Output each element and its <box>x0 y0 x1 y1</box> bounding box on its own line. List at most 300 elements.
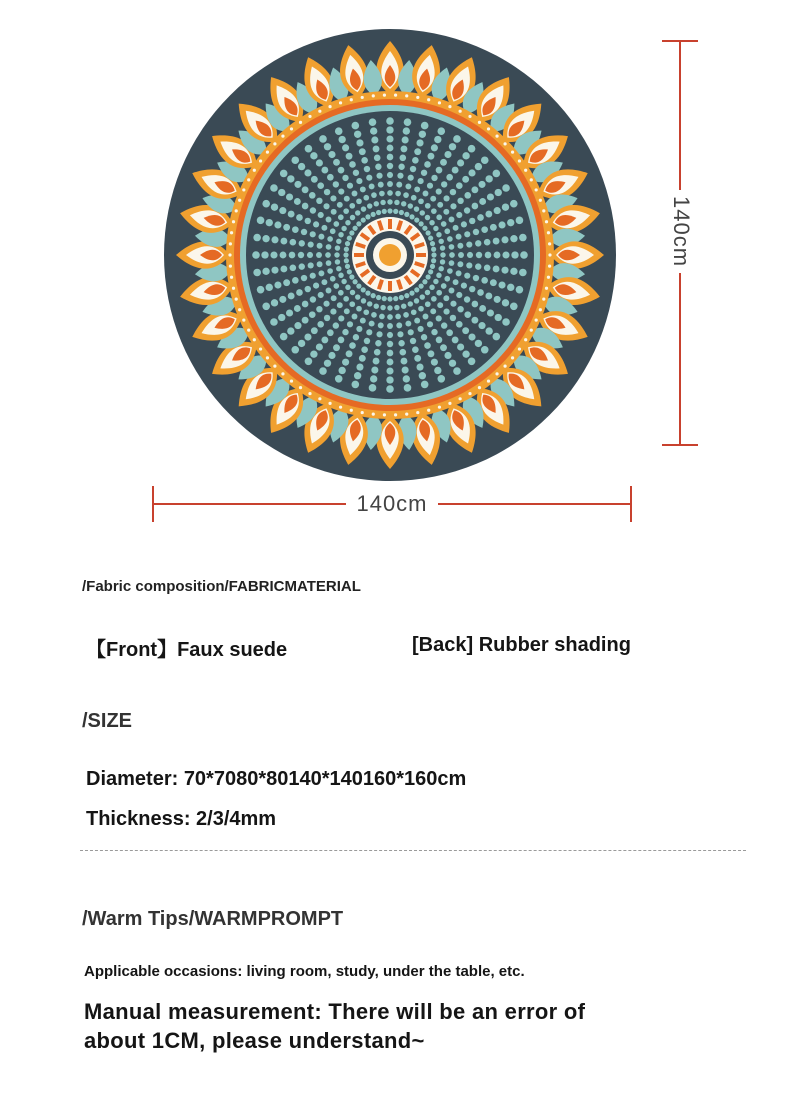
ray-bead <box>349 161 356 168</box>
ray-bead <box>342 359 349 366</box>
round-rug-image <box>160 25 620 485</box>
ray-bead <box>457 343 464 350</box>
ray-bead <box>375 164 381 170</box>
ray-bead <box>430 196 436 202</box>
ray-bead <box>346 153 353 160</box>
ray-bead <box>453 135 461 143</box>
ray-bead <box>279 296 286 303</box>
band-dot <box>545 287 548 290</box>
width-dimension-label: 140cm <box>346 491 437 516</box>
ray-bead <box>356 198 362 204</box>
ray-bead <box>476 252 482 258</box>
band-dot <box>273 142 276 145</box>
fabric-back: [Back] Rubber shading <box>412 634 631 656</box>
ray-bead <box>310 273 316 279</box>
ray-bead <box>414 298 419 303</box>
ray-bead <box>471 186 478 193</box>
band-dot <box>503 142 506 145</box>
ray-bead <box>464 192 471 199</box>
ray-bead <box>343 296 349 302</box>
ray-bead <box>359 355 366 362</box>
ray-bead <box>481 346 489 354</box>
ray-bead <box>428 153 435 160</box>
ray-bead <box>453 225 459 231</box>
band-dot <box>308 392 311 395</box>
ray-bead <box>449 217 455 223</box>
ray-bead <box>316 252 322 258</box>
ray-bead <box>319 367 327 375</box>
ray-bead <box>387 199 392 204</box>
ray-bead <box>327 174 334 181</box>
ray-bead <box>345 241 350 246</box>
ray-bead <box>387 332 393 338</box>
size-thickness: Thickness: 2/3/4mm <box>86 808 277 830</box>
ray-bead <box>317 321 324 328</box>
band-dot <box>468 115 471 118</box>
ray-bead <box>286 309 293 316</box>
center-tick <box>388 219 392 229</box>
ray-bead <box>326 217 332 223</box>
ray-bead <box>403 375 410 382</box>
ray-bead <box>437 375 445 383</box>
ray-bead <box>318 212 324 218</box>
ray-bead <box>363 195 369 201</box>
ray-bead <box>343 208 349 214</box>
ray-bead <box>338 214 344 220</box>
ray-bead <box>310 152 317 159</box>
ray-bead <box>394 200 399 205</box>
ray-bead <box>304 169 311 176</box>
ray-bead <box>328 352 335 359</box>
ray-bead <box>456 212 462 218</box>
ray-bead <box>447 236 453 242</box>
ray-bead <box>438 266 443 271</box>
ray-bead <box>291 346 299 354</box>
ray-bead <box>431 144 438 151</box>
ray-bead <box>408 175 414 181</box>
ray-bead <box>352 122 360 130</box>
band-dot <box>548 265 551 268</box>
ray-bead <box>477 289 484 296</box>
ray-bead <box>408 329 414 335</box>
ray-bead <box>380 305 385 310</box>
ray-bead <box>333 344 340 351</box>
band-dot <box>350 98 353 101</box>
ray-bead <box>420 294 425 299</box>
ray-bead <box>516 286 524 294</box>
ray-bead <box>418 326 424 332</box>
ray-bead <box>352 226 357 231</box>
band-dot <box>539 199 542 202</box>
ray-bead <box>343 252 348 257</box>
ray-bead <box>386 135 393 142</box>
band-dot <box>524 338 527 341</box>
ray-bead <box>456 292 462 298</box>
ray-bead <box>485 252 492 259</box>
band-dot <box>238 199 241 202</box>
ray-bead <box>371 212 376 217</box>
band-dot <box>361 96 364 99</box>
ray-bead <box>423 191 429 197</box>
ray-bead <box>308 262 314 268</box>
ray-bead <box>287 175 294 182</box>
ray-bead <box>405 321 411 327</box>
ray-bead <box>428 350 435 357</box>
ray-bead <box>257 217 265 225</box>
ray-bead <box>425 203 431 209</box>
ray-bead <box>498 221 505 228</box>
ray-bead <box>280 252 287 259</box>
band-dot <box>232 287 235 290</box>
ray-bead <box>422 279 427 284</box>
ray-bead <box>289 252 296 259</box>
ray-bead <box>308 241 314 247</box>
band-dot <box>542 209 545 212</box>
ray-bead <box>310 231 316 237</box>
ray-bead <box>396 182 402 188</box>
ray-bead <box>452 167 459 174</box>
ray-bead <box>298 252 304 258</box>
ray-bead <box>426 230 431 235</box>
ray-bead <box>344 247 349 252</box>
ray-bead <box>472 301 479 308</box>
ray-bead <box>397 331 403 337</box>
ray-bead <box>419 131 426 138</box>
ray-bead <box>444 151 451 158</box>
ray-bead <box>335 245 340 250</box>
ray-bead <box>350 215 355 220</box>
band-dot <box>372 413 375 416</box>
ray-bead <box>387 190 393 196</box>
ray-bead <box>271 299 278 306</box>
band-dot <box>405 413 408 416</box>
band-dot <box>547 276 550 279</box>
ray-bead <box>425 290 430 295</box>
ray-bead <box>274 281 281 288</box>
ray-bead <box>484 264 491 271</box>
ray-bead <box>326 244 332 250</box>
ray-bead <box>294 181 301 188</box>
band-dot <box>548 253 551 256</box>
ray-bead <box>485 327 492 334</box>
band-dot <box>495 134 498 137</box>
ray-bead <box>444 352 451 359</box>
ray-bead <box>479 198 486 205</box>
ray-bead <box>317 243 323 249</box>
ray-bead <box>433 226 438 231</box>
band-dot <box>259 347 262 350</box>
band-dot <box>372 94 375 97</box>
ray-bead <box>502 251 509 258</box>
band-dot <box>518 347 521 350</box>
band-dot <box>281 134 284 137</box>
ray-bead <box>431 208 437 214</box>
band-dot <box>394 413 397 416</box>
ray-bead <box>412 346 419 353</box>
ray-bead <box>421 170 427 176</box>
center-tick <box>388 281 392 291</box>
ray-bead <box>290 239 297 246</box>
ray-bead <box>270 184 278 192</box>
ray-bead <box>262 200 270 208</box>
ray-bead <box>431 329 437 335</box>
ray-bead <box>402 136 409 143</box>
ray-bead <box>507 219 514 226</box>
ray-bead <box>430 308 436 314</box>
ray-bead <box>399 349 406 356</box>
ray-bead <box>462 176 469 183</box>
ray-bead <box>261 251 268 258</box>
ray-bead <box>356 306 362 312</box>
tips-measurement <box>84 997 585 1055</box>
ray-bead <box>262 235 269 242</box>
ray-bead <box>475 240 481 246</box>
ray-bead <box>421 122 429 130</box>
ray-bead <box>333 159 340 166</box>
ray-bead <box>352 314 358 320</box>
ray-bead <box>283 224 290 231</box>
ray-bead <box>449 244 455 250</box>
ray-bead <box>271 236 278 243</box>
ray-bead <box>450 315 456 321</box>
ray-bead <box>502 318 510 326</box>
band-dot <box>308 115 311 118</box>
size-diameter: Diameter: 70*7080*80140*140160*160cm <box>86 768 467 790</box>
ray-bead <box>321 336 328 343</box>
ray-bead <box>361 287 366 292</box>
ray-bead <box>479 305 486 312</box>
ray-bead <box>414 186 420 192</box>
ray-bead <box>414 148 421 155</box>
tips-occasions: Applicable occasions: living room, study, under the table, etc. <box>84 963 525 980</box>
ray-bead <box>301 229 307 235</box>
ray-bead <box>386 117 394 125</box>
fabric-front: 【Front】Faux suede <box>86 639 288 661</box>
ray-bead <box>437 127 445 135</box>
ray-bead <box>365 214 370 219</box>
ray-bead <box>416 363 423 370</box>
ray-bead <box>428 269 433 274</box>
ray-bead <box>414 217 419 222</box>
ray-bead <box>252 251 260 259</box>
ray-bead <box>457 261 463 267</box>
ray-bead <box>443 295 449 301</box>
ray-bead <box>447 268 453 274</box>
ray-bead <box>330 195 336 201</box>
ray-bead <box>334 252 339 257</box>
ray-bead <box>324 143 331 150</box>
ray-bead <box>431 296 437 302</box>
ray-bead <box>344 258 349 263</box>
ray-bead <box>338 167 345 174</box>
ray-bead <box>424 342 431 349</box>
ray-bead <box>464 273 470 279</box>
ray-bead <box>441 322 447 328</box>
ray-bead <box>317 261 323 267</box>
ray-bead <box>386 126 393 133</box>
ray-bead <box>375 340 381 346</box>
ray-bead <box>354 131 361 138</box>
ray-bead <box>271 203 278 210</box>
ray-bead <box>376 173 382 179</box>
ray-bead <box>310 296 316 302</box>
band-dot <box>266 151 269 154</box>
ray-bead <box>305 218 311 224</box>
ray-bead <box>335 375 343 383</box>
ray-bead <box>369 321 375 327</box>
ray-bead <box>411 195 417 201</box>
ray-bead <box>302 301 309 308</box>
ray-bead <box>418 306 424 312</box>
ray-bead <box>419 372 426 379</box>
band-dot <box>530 329 533 332</box>
ray-bead <box>449 252 455 258</box>
tips-measurement-line1: Manual measurement: There will be an error of <box>84 999 586 1024</box>
ray-bead <box>510 302 518 310</box>
ray-bead <box>440 252 445 257</box>
ray-bead <box>436 337 443 344</box>
ray-bead <box>316 306 322 312</box>
band-dot <box>487 379 490 382</box>
band-dot <box>438 101 441 104</box>
ray-bead <box>487 193 494 200</box>
band-dot <box>427 409 430 412</box>
band-dot <box>281 372 284 375</box>
ray-bead <box>397 173 403 179</box>
ray-bead <box>324 315 330 321</box>
ray-bead <box>493 238 500 245</box>
ray-bead <box>456 270 462 276</box>
ray-bead <box>436 188 442 194</box>
ray-bead <box>294 198 301 205</box>
band-dot <box>524 169 527 172</box>
ray-bead <box>403 127 410 134</box>
ray-bead <box>296 214 303 221</box>
ray-bead <box>371 136 378 143</box>
ray-bead <box>386 385 394 393</box>
ray-bead <box>457 198 463 204</box>
ray-bead <box>464 296 470 302</box>
ray-bead <box>401 303 406 308</box>
ray-bead <box>431 247 436 252</box>
ray-bead <box>294 322 301 329</box>
ray-bead <box>386 367 393 374</box>
ray-bead <box>360 186 366 192</box>
ray-bead <box>510 235 517 242</box>
ray-bead <box>302 203 309 210</box>
ray-bead <box>401 358 408 365</box>
ray-bead <box>328 151 335 158</box>
ray-bead <box>319 135 327 143</box>
ray-bead <box>266 219 273 226</box>
ray-bead <box>345 264 350 269</box>
ray-bead <box>462 327 469 334</box>
band-dot <box>238 308 241 311</box>
band-dot <box>448 105 451 108</box>
ray-bead <box>360 318 366 324</box>
ray-bead <box>484 239 491 246</box>
ray-bead <box>485 211 492 218</box>
ray-bead <box>353 170 359 176</box>
ray-bead <box>516 217 524 225</box>
ray-bead <box>338 188 344 194</box>
ray-bead <box>366 175 372 181</box>
ray-bead <box>346 350 353 357</box>
ray-bead <box>367 301 372 306</box>
ray-bead <box>326 260 332 266</box>
ray-bead <box>404 384 412 392</box>
ray-bead <box>274 221 281 228</box>
ray-bead <box>313 283 319 289</box>
size-heading: /SIZE <box>82 710 133 732</box>
ray-bead <box>356 326 362 332</box>
ray-bead <box>301 275 307 281</box>
ray-bead <box>481 156 489 164</box>
band-dot <box>290 379 293 382</box>
ray-bead <box>342 144 349 151</box>
ray-bead <box>361 157 368 164</box>
ray-bead <box>436 232 441 237</box>
ray-bead <box>404 118 412 126</box>
ray-bead <box>292 226 299 233</box>
ray-bead <box>371 192 377 198</box>
ray-bead <box>402 366 409 373</box>
ray-bead <box>433 279 438 284</box>
ray-bead <box>387 359 394 366</box>
ray-bead <box>436 273 441 278</box>
center-tick <box>354 253 364 257</box>
ray-bead <box>288 211 295 218</box>
ray-bead <box>453 279 459 285</box>
ray-bead <box>361 298 366 303</box>
ray-bead <box>349 274 354 279</box>
ray-bead <box>401 201 406 206</box>
band-dot <box>383 93 386 96</box>
band-dot <box>503 365 506 368</box>
width-dimension <box>152 486 632 522</box>
ray-bead <box>493 170 501 178</box>
ray-bead <box>349 230 354 235</box>
ray-bead <box>471 317 478 324</box>
ray-bead <box>326 288 332 294</box>
ray-bead <box>511 251 518 258</box>
band-dot <box>328 402 331 405</box>
ray-bead <box>519 269 527 277</box>
band-dot <box>247 329 250 332</box>
ray-bead <box>462 350 469 357</box>
band-dot <box>416 96 419 99</box>
ray-bead <box>333 221 339 227</box>
ray-bead <box>410 166 416 172</box>
ray-bead <box>290 264 297 271</box>
ray-bead <box>450 301 456 307</box>
ray-bead <box>387 163 393 169</box>
ray-bead <box>338 273 343 278</box>
ray-bead <box>387 314 393 320</box>
ray-bead <box>270 318 278 326</box>
ray-bead <box>393 209 398 214</box>
ray-bead <box>485 293 492 300</box>
ray-bead <box>437 302 443 308</box>
ray-bead <box>373 358 380 365</box>
ray-bead <box>449 260 455 266</box>
ray-bead <box>429 220 434 225</box>
ray-bead <box>387 305 392 310</box>
ray-bead <box>464 311 471 318</box>
ray-bead <box>398 340 404 346</box>
band-dot <box>427 98 430 101</box>
ray-bead <box>361 346 368 353</box>
